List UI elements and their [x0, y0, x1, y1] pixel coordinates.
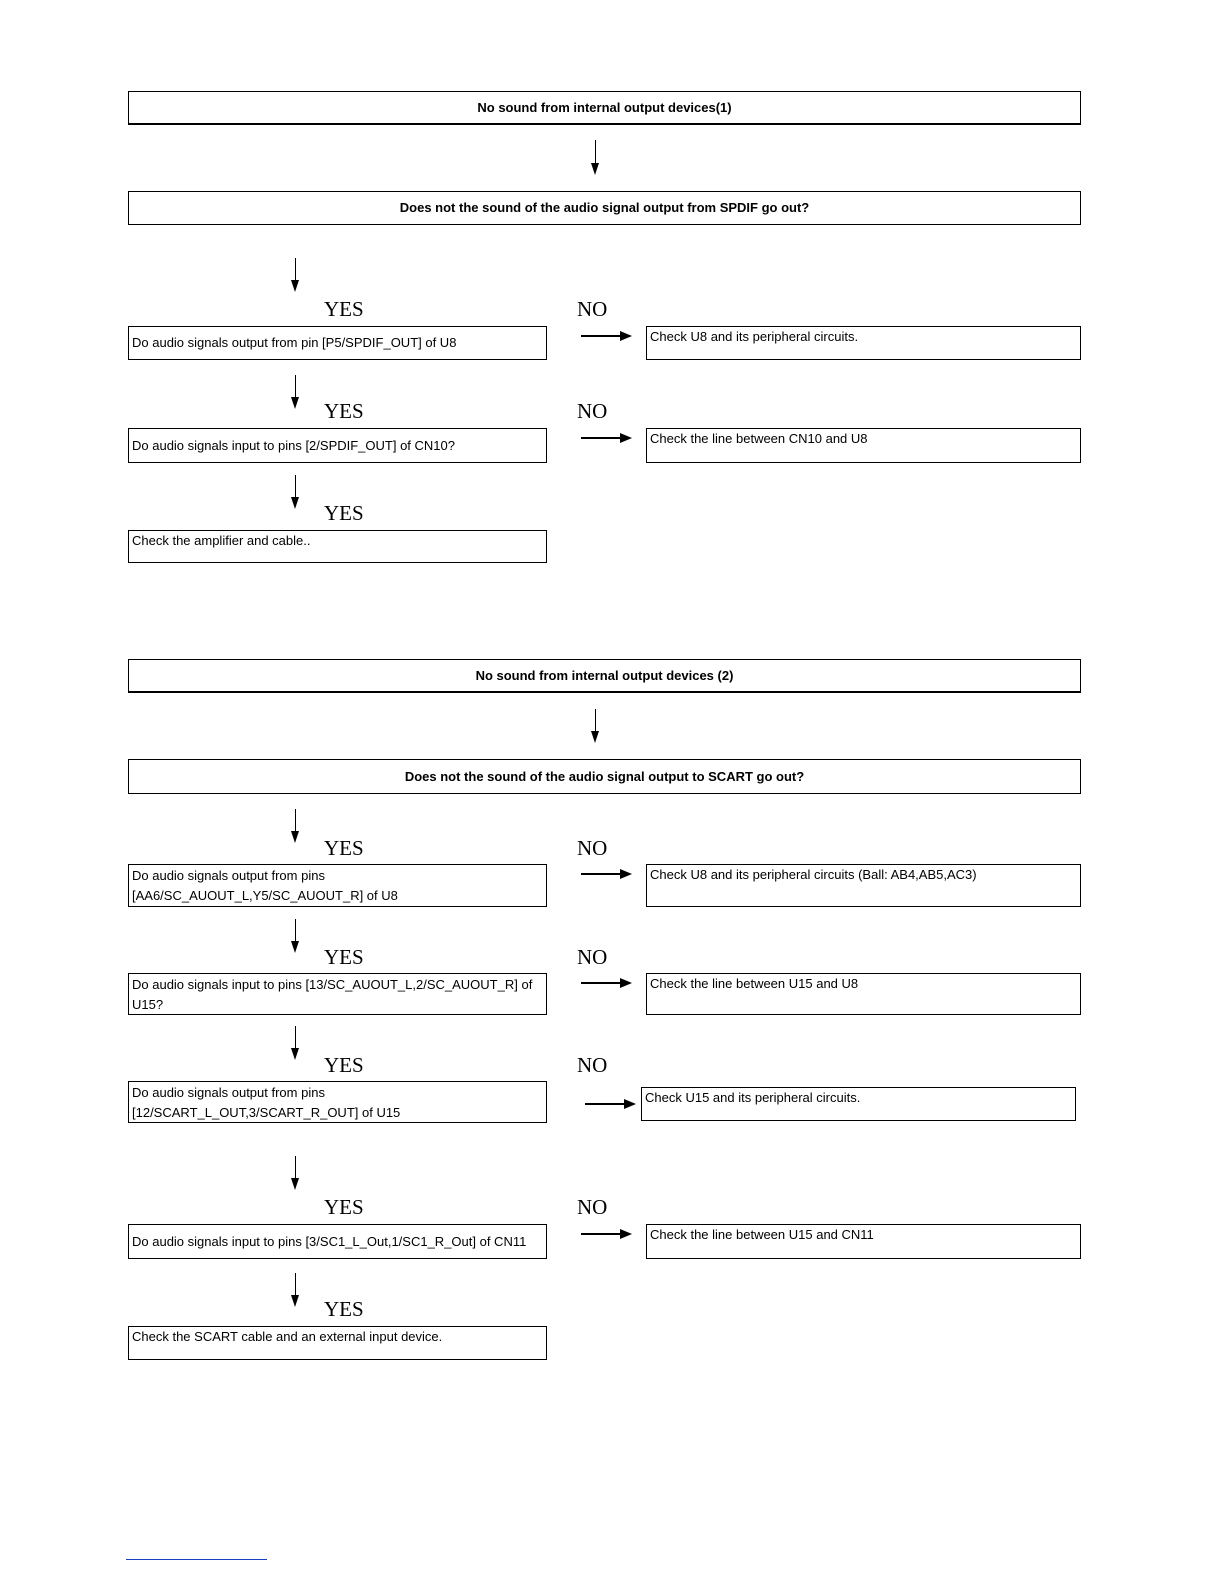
arrow-down-head	[291, 280, 299, 292]
arrow-down	[295, 1026, 296, 1049]
arrow-down-head	[291, 831, 299, 843]
arrow-right-head	[620, 869, 632, 879]
yes-label: YES	[324, 297, 364, 321]
no-label: NO	[577, 945, 608, 969]
no-action-text: Check the line between U15 and U8	[650, 976, 859, 991]
step-text: Check the SCART cable and an external input device.	[132, 1329, 443, 1344]
no-action-text: Check the line between U15 and CN11	[650, 1227, 874, 1242]
step-text: Do audio signals input to pins [3/SC1_L_Out,1/SC1_R_Out] of CN11	[132, 1233, 527, 1249]
section2-title-box	[128, 659, 1081, 693]
step-box	[128, 864, 547, 907]
no-action-box	[646, 973, 1081, 1015]
step-box	[128, 428, 547, 463]
arrow-right-head	[620, 433, 632, 443]
arrow-right	[581, 437, 621, 439]
no-action-box	[646, 1224, 1081, 1259]
arrow-down-head	[291, 1178, 299, 1190]
step-text-line: [AA6/SC_AUOUT_L,Y5/SC_AUOUT_R] of U8	[132, 888, 398, 903]
no-label: NO	[577, 1053, 608, 1077]
step-box	[128, 1224, 547, 1259]
step-text-line: Do audio signals output from pins	[132, 868, 325, 883]
no-action-text: Check U8 and its peripheral circuits.	[650, 329, 859, 344]
arrow-down-head	[291, 941, 299, 953]
section1-title-box	[128, 91, 1081, 125]
no-action-box	[646, 326, 1081, 360]
no-action-box	[646, 864, 1081, 907]
arrow-right	[585, 1103, 625, 1105]
arrow-down	[295, 258, 296, 281]
arrow-down	[595, 140, 596, 164]
arrow-down-head	[291, 1048, 299, 1060]
yes-label: YES	[324, 1195, 364, 1219]
arrow-down-head	[591, 731, 599, 743]
arrow-right	[581, 335, 621, 337]
arrow-right	[581, 1233, 621, 1235]
arrow-right-head	[620, 1229, 632, 1239]
arrow-down	[295, 375, 296, 398]
section1-title: No sound from internal output devices(1)	[477, 99, 732, 115]
yes-label: YES	[324, 836, 364, 860]
section1-question: Does not the sound of the audio signal output from SPDIF go out?	[399, 200, 810, 215]
no-action-box	[646, 428, 1081, 463]
no-action-text: Check U8 and its peripheral circuits (Ball: AB4,AB5,AC3)	[650, 867, 977, 882]
arrow-down-head	[291, 497, 299, 509]
arrow-down-head	[291, 1295, 299, 1307]
yes-label: YES	[324, 945, 364, 969]
arrow-right	[581, 982, 621, 984]
step-box	[128, 1326, 547, 1360]
step-box	[128, 530, 547, 563]
step-text: Check the amplifier and cable..	[132, 533, 311, 548]
no-label: NO	[577, 399, 608, 423]
arrow-right-head	[620, 331, 632, 341]
step-text-line: U15?	[132, 997, 164, 1012]
yes-label: YES	[324, 1297, 364, 1321]
step-text: Do audio signals input to pins [2/SPDIF_OUT] of CN10?	[132, 437, 455, 453]
no-label: NO	[577, 836, 608, 860]
arrow-right	[581, 873, 621, 875]
yes-label: YES	[324, 501, 364, 525]
footer-rule	[126, 1559, 267, 1560]
section1-question-box	[128, 191, 1081, 225]
no-action-text: Check U15 and its peripheral circuits.	[645, 1090, 861, 1105]
arrow-down	[295, 475, 296, 498]
arrow-down	[295, 919, 296, 942]
step-text-line: [12/SCART_L_OUT,3/SCART_R_OUT] of U15	[132, 1105, 401, 1120]
step-text-line: Do audio signals input to pins [13/SC_AUOUT_L,2/SC_AUOUT_R] of	[132, 977, 533, 992]
yes-label: YES	[324, 1053, 364, 1077]
arrow-down	[295, 1156, 296, 1179]
arrow-down	[295, 809, 296, 832]
arrow-right-head	[624, 1099, 636, 1109]
arrow-down	[595, 709, 596, 732]
yes-label: YES	[324, 399, 364, 423]
no-label: NO	[577, 1195, 608, 1219]
step-box	[128, 1081, 547, 1123]
arrow-right-head	[620, 978, 632, 988]
no-label: NO	[577, 297, 608, 321]
arrow-down-head	[591, 163, 599, 175]
step-text-line: Do audio signals output from pins	[132, 1085, 325, 1100]
arrow-down	[295, 1273, 296, 1296]
section2-question-box	[128, 759, 1081, 794]
no-action-text: Check the line between CN10 and U8	[650, 431, 868, 446]
section2-question: Does not the sound of the audio signal output to SCART go out?	[404, 768, 805, 784]
step-text: Do audio signals output from pin [P5/SPDIF_OUT] of U8	[132, 335, 457, 350]
arrow-down-head	[291, 397, 299, 409]
no-action-box	[641, 1087, 1076, 1121]
step-box	[128, 973, 547, 1015]
section2-title: No sound from internal output devices (2)	[475, 667, 734, 683]
step-box	[128, 326, 547, 360]
